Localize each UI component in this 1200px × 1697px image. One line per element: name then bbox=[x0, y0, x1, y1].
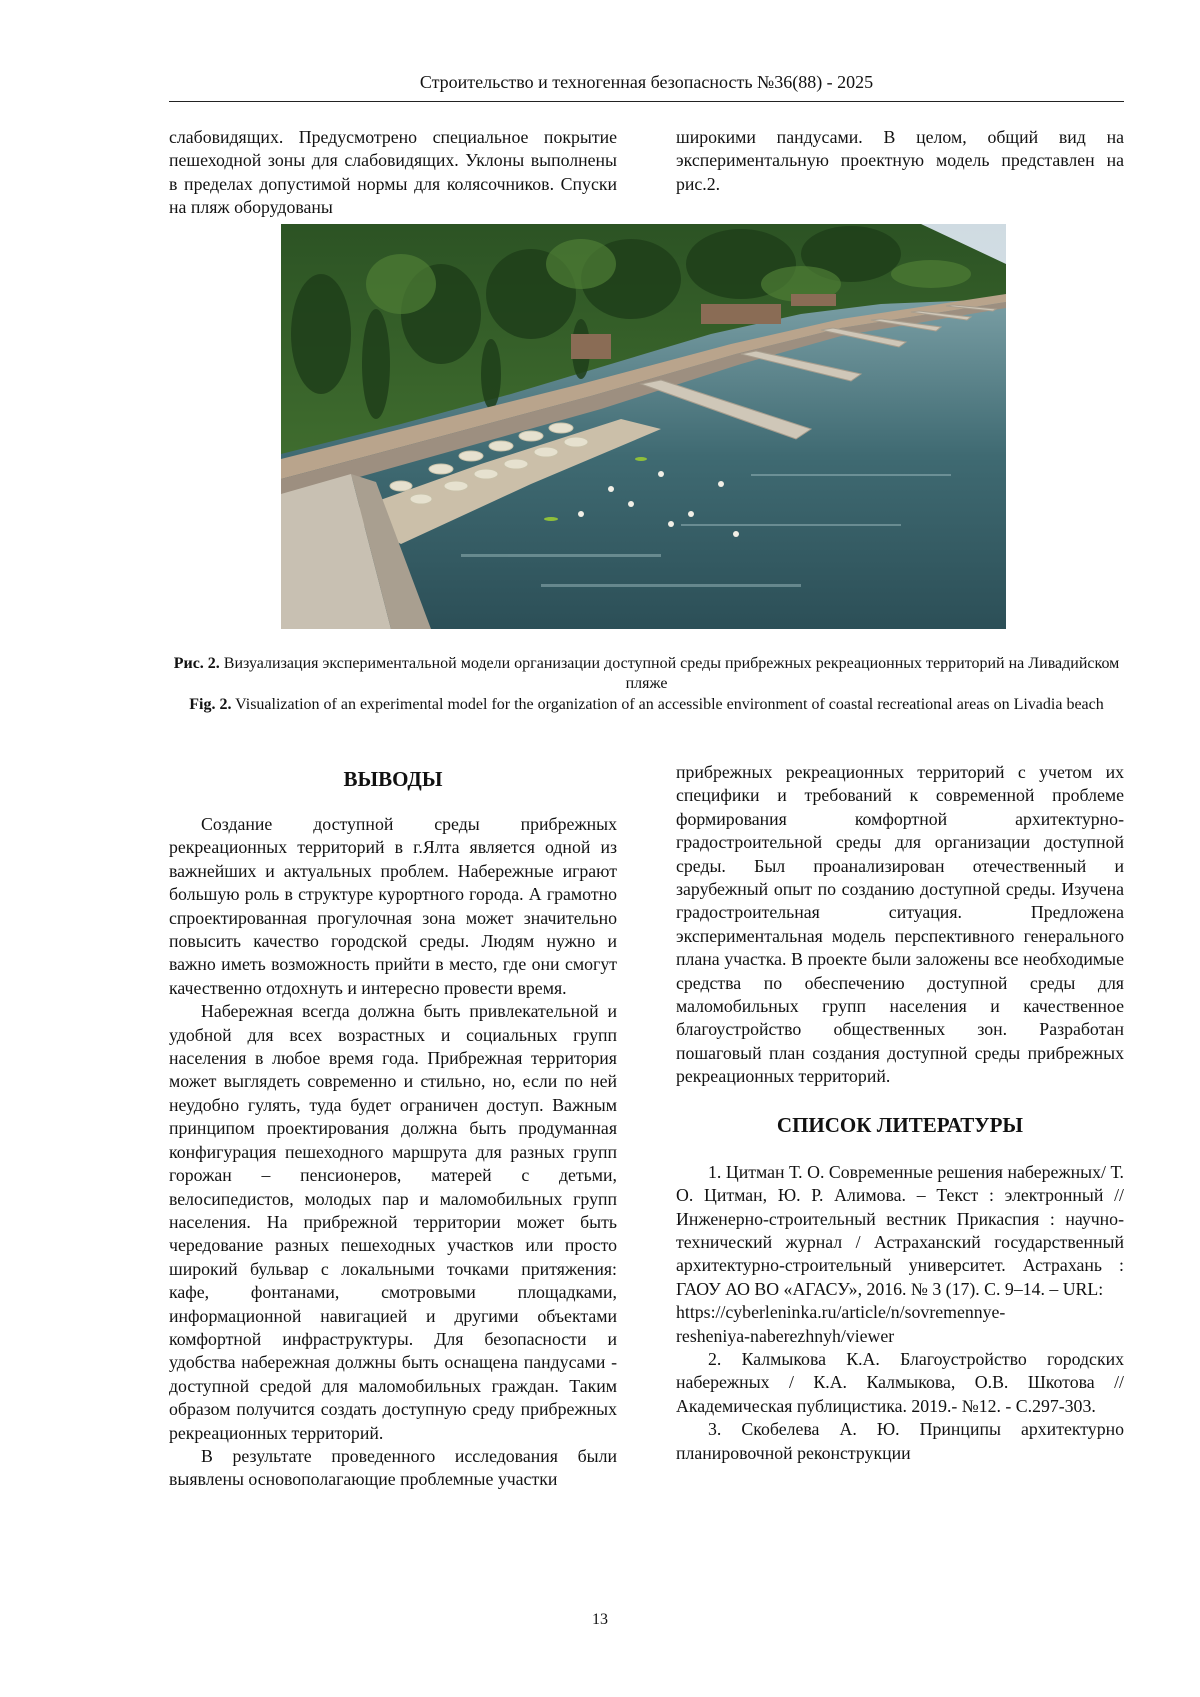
caption-ru-label: Рис. 2. bbox=[173, 655, 220, 672]
caption-en bbox=[169, 695, 1124, 715]
reference-1-url-part-a[interactable]: https://cyberleninka.ru/article/n/sovremennye- bbox=[676, 1302, 1006, 1323]
caption-ru-text: Визуализация экспериментальной модели организации доступной среды прибрежных рекреационных территорий на Ливадийском пляже bbox=[223, 655, 1120, 693]
reference-1-url-part-b[interactable]: resheniya-naberezhnyh/viewer bbox=[676, 1325, 895, 1346]
conclusions-paragraph-3: В результате проведенного исследования были выявлены основополагающие проблемные участки bbox=[169, 1445, 617, 1490]
caption-en-label: Fig. 2. bbox=[189, 695, 232, 713]
reference-3: 3. Скобелева А. Ю. Принципы архитектурно планировочной реконструкции bbox=[676, 1419, 1124, 1463]
running-header: Строительство и техногенная безопасность №36(88) - 2025 bbox=[419, 72, 874, 92]
beach-render-image bbox=[281, 224, 1006, 629]
reference-1 bbox=[676, 1161, 1124, 1348]
conclusions-paragraph-2: Набережная всегда должна быть привлекательной и удобной для всех возрастных и социальных групп населения в любое время года. Прибрежная территория может выглядеть современно и стильно, но, если по ней неудобно гулять, туда будет ограничен доступ. Важным принципом проектирования должна быть продуманная конфигурация пешеходного маршрута для разных групп горожан – пенсионеров, матерей с детьми, велосипедистов, молодых пар и маломобильных групп населения. На прибрежной территории может быть чередование разных пешеходных участков или просто широкий бульвар с локальными точками притяжения: кафе, фонтанами, смотровыми площадками, информационной навигацией и другими объектами комфортной инфраструктуры. Для безопасности и удобства набережная должны быть оснащена пандусами - доступной средой для маломобильных граждан. Таким образом получится создать доступную среду прибрежных рекреационных территорий. bbox=[169, 1001, 617, 1443]
figure-caption bbox=[169, 654, 1124, 715]
header-rule bbox=[169, 101, 1124, 102]
figure-beach-visualization bbox=[281, 224, 1006, 629]
reference-2: 2. Калмыкова К.А. Благоустройство городских набережных / К.А. Калмыкова, О.В. Шкотова // Академическая публицистика. 2019.- №12. - С.297-303. bbox=[676, 1348, 1124, 1416]
page-number: 13 bbox=[592, 1611, 608, 1628]
top-left-paragraph: слабовидящих. Предусмотрено специальное покрытие пешеходной зоны для слабовидящих. Уклоны выполнены в пределах допустимой нормы для колясочников. Спуски на пляж оборудованы bbox=[169, 127, 617, 218]
caption-ru bbox=[169, 654, 1124, 695]
reference-1-text: 1. Цитман Т. О. Современные решения набережных/ Т. О. Цитман, Ю. Р. Алимова. – Текст : электронный // Инженерно-строительный вестник Прикаспия : научно-технический журнал / Астраханский государственный архитектурно-строительный университет. Астрахань : ГАОУ АО ВО «АГАСУ», 2016. № 3 (17). С. 9–14. – URL: bbox=[676, 1161, 1124, 1299]
top-right-paragraph: широкими пандусами. В целом, общий вид на экспериментальную проектную модель представлен на рис.2. bbox=[676, 127, 1124, 194]
conclusions-title: ВЫВОДЫ bbox=[343, 767, 443, 791]
references-title: СПИСОК ЛИТЕРАТУРЫ bbox=[776, 1112, 1024, 1137]
right-column bbox=[676, 761, 1124, 1465]
caption-en-text: Visualization of an experimental model for the organization of an accessible environment of coastal recreational areas on Livadia beach bbox=[235, 695, 1104, 713]
conclusions-paragraph-1: Создание доступной среды прибрежных рекреационных территорий в г.Ялта является одной из важнейших и актуальных проблем. Набережные играют большую роль в структуре курортного города. А грамотно спроектированная прогулочная зона может значительно повысить качество городской среды. Людям нужно и важно иметь возможность прийти в место, где они смогут качественно отдохнуть и интересно провести время. bbox=[169, 814, 617, 998]
top-right-column bbox=[676, 126, 1124, 196]
conclusions-paragraph-3-continued: прибрежных рекреационных территорий с учетом их специфики и требований к современной проблеме формирования комфортной архитектурно-градостроительной среды для организации доступной среды. Был проанализирован отечественный и зарубежный опыт по созданию доступной среды. Изучена градостроительная ситуация. Предложена экспериментальная модель перспективного генерального плана участка. В проекте были заложены все необходимые средства по обеспечению доступной среды для маломобильных групп населения и качественное благоустройство общественных зон. Разработан пошаговый план создания доступной среды прибрежных рекреационных территорий. bbox=[676, 762, 1124, 1087]
left-column bbox=[169, 766, 617, 1492]
top-left-column bbox=[169, 126, 617, 220]
reference-list bbox=[676, 1161, 1124, 1465]
